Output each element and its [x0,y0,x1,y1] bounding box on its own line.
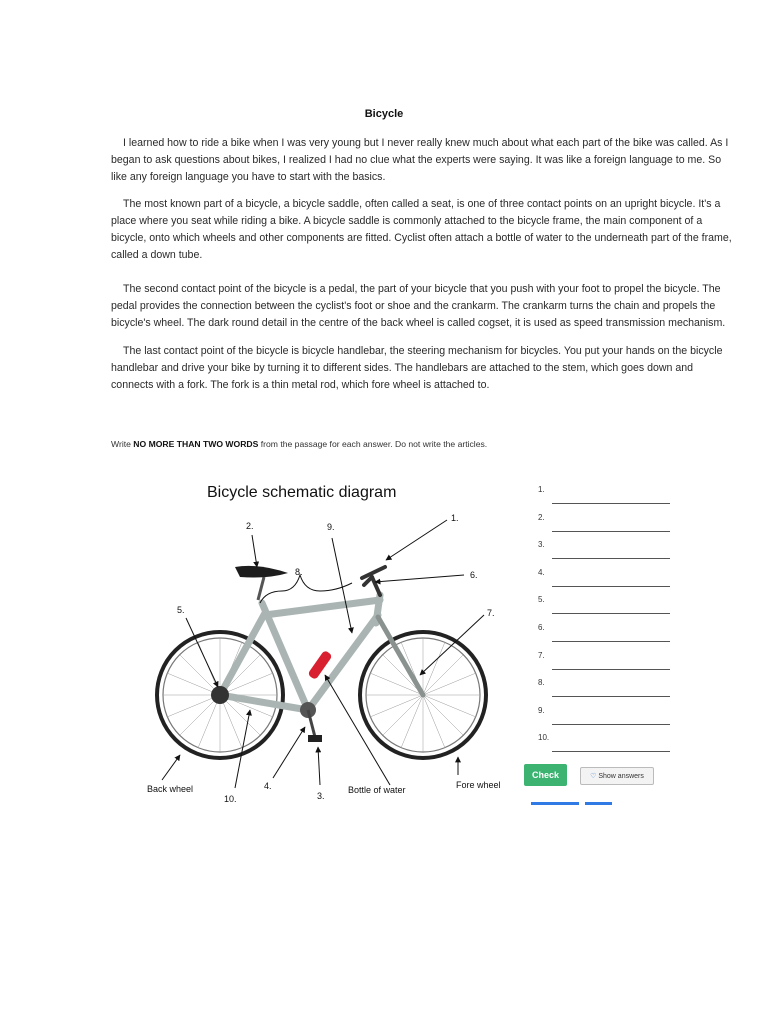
instruction-bold: NO MORE THAN TWO WORDS [133,439,259,449]
label-6: 6. [470,570,478,580]
answer-number: 4. [538,567,545,577]
pedal [308,735,322,742]
answer-number: 3. [538,540,545,550]
paragraph-1 [111,135,737,186]
check-button[interactable]: Check [524,764,567,786]
instruction [111,439,487,449]
label-5: 5. [177,605,185,615]
fork [378,617,423,695]
label-1: 1. [451,513,459,523]
paragraph-text: The second contact point of the bicycle is a pedal, the part of your bicycle that you push with your foot to propel the bicycle. The pedal provides the connection between the cyclist's foot or shoe and the crankarm. The crankarm turns the chain and propels the bicycle's wheel. The dark round detail in the centre of the back wheel is called cogset, it is used as speed transmission mechanism. [111,283,726,329]
label-7: 7. [487,608,495,618]
paragraph-4 [111,343,737,394]
answer-input-8[interactable] [552,686,670,697]
label-2: 2. [246,521,254,531]
paragraph-text: The most known part of a bicycle, a bicycle saddle, often called a seat, is one of three contact points on an upright bicycle. It's a place where you seat while riding a bike. A bicycle saddle is commonly attached to the bicycle frame, the main component of a bicycle, onto which wheels and other components are fitted. Cyclist often attach a bottle of water to the underneath part of the frame, called a down tube. [111,198,732,261]
answer-number: 6. [538,622,545,632]
label-3: 3. [317,791,325,801]
blue-link-right[interactable] [585,802,612,805]
answer-input-3[interactable] [552,548,670,559]
seat [235,566,288,600]
label-8: 8. [295,567,303,577]
answer-number: 2. [538,512,545,522]
paragraph-2 [111,196,737,264]
answer-input-6[interactable] [552,631,670,642]
blue-link-left[interactable] [531,802,579,805]
page-title: Bicycle [364,108,404,120]
label-10: 10. [224,794,237,804]
answer-number: 7. [538,650,545,660]
bottle-of-water [307,650,332,680]
bicycle-diagram [140,505,510,805]
answer-number: 5. [538,595,545,605]
answer-input-10[interactable] [552,741,670,752]
answer-number: 9. [538,705,545,715]
label-back-wheel: Back wheel [147,784,194,794]
label-bottle-of-water: Bottle of water [348,785,406,795]
diagram-title: Bicycle schematic diagram [207,484,397,501]
label-9: 9. [327,522,335,532]
answer-input-1[interactable] [552,493,670,504]
answer-input-5[interactable] [552,603,670,614]
answer-input-9[interactable] [552,714,670,725]
answer-number: 10. [538,733,550,743]
instruction-post: from the passage for each answer. Do not write the articles. [258,439,488,449]
answer-input-4[interactable] [552,576,670,587]
label-4: 4. [264,781,272,791]
bicycle-frame [220,595,380,710]
eye-icon: ♡ [590,773,597,780]
instruction-pre: Write [111,439,134,449]
show-answers-button[interactable] [580,767,654,785]
label-fore-wheel: Fore wheel [456,780,501,790]
paragraph-text: I learned how to ride a bike when I was very young but I never really knew much about what each part of the bike was called. As I began to ask questions about bikes, I realized I had no clue what the experts were saying. It was like a foreign language to me. So like any foreign language you have to start with the basics. [111,137,729,183]
paragraph-3 [111,281,737,332]
paragraph-text: The last contact point of the bicycle is bicycle handlebar, the steering mechanism for bicycles. You put your hands on the bicycle handlebar and drive your bike by turning it to different sides. The handlebars are attached to the stem, which goes down and connects with a fork. The fork is a thin metal rod, which fore wheel is attached to. [111,345,723,391]
answer-number: 8. [538,678,545,688]
answer-number: 1. [538,485,545,494]
answer-input-7[interactable] [552,659,670,670]
answer-input-2[interactable] [552,521,670,532]
show-answers-label: Show answers [598,773,644,780]
